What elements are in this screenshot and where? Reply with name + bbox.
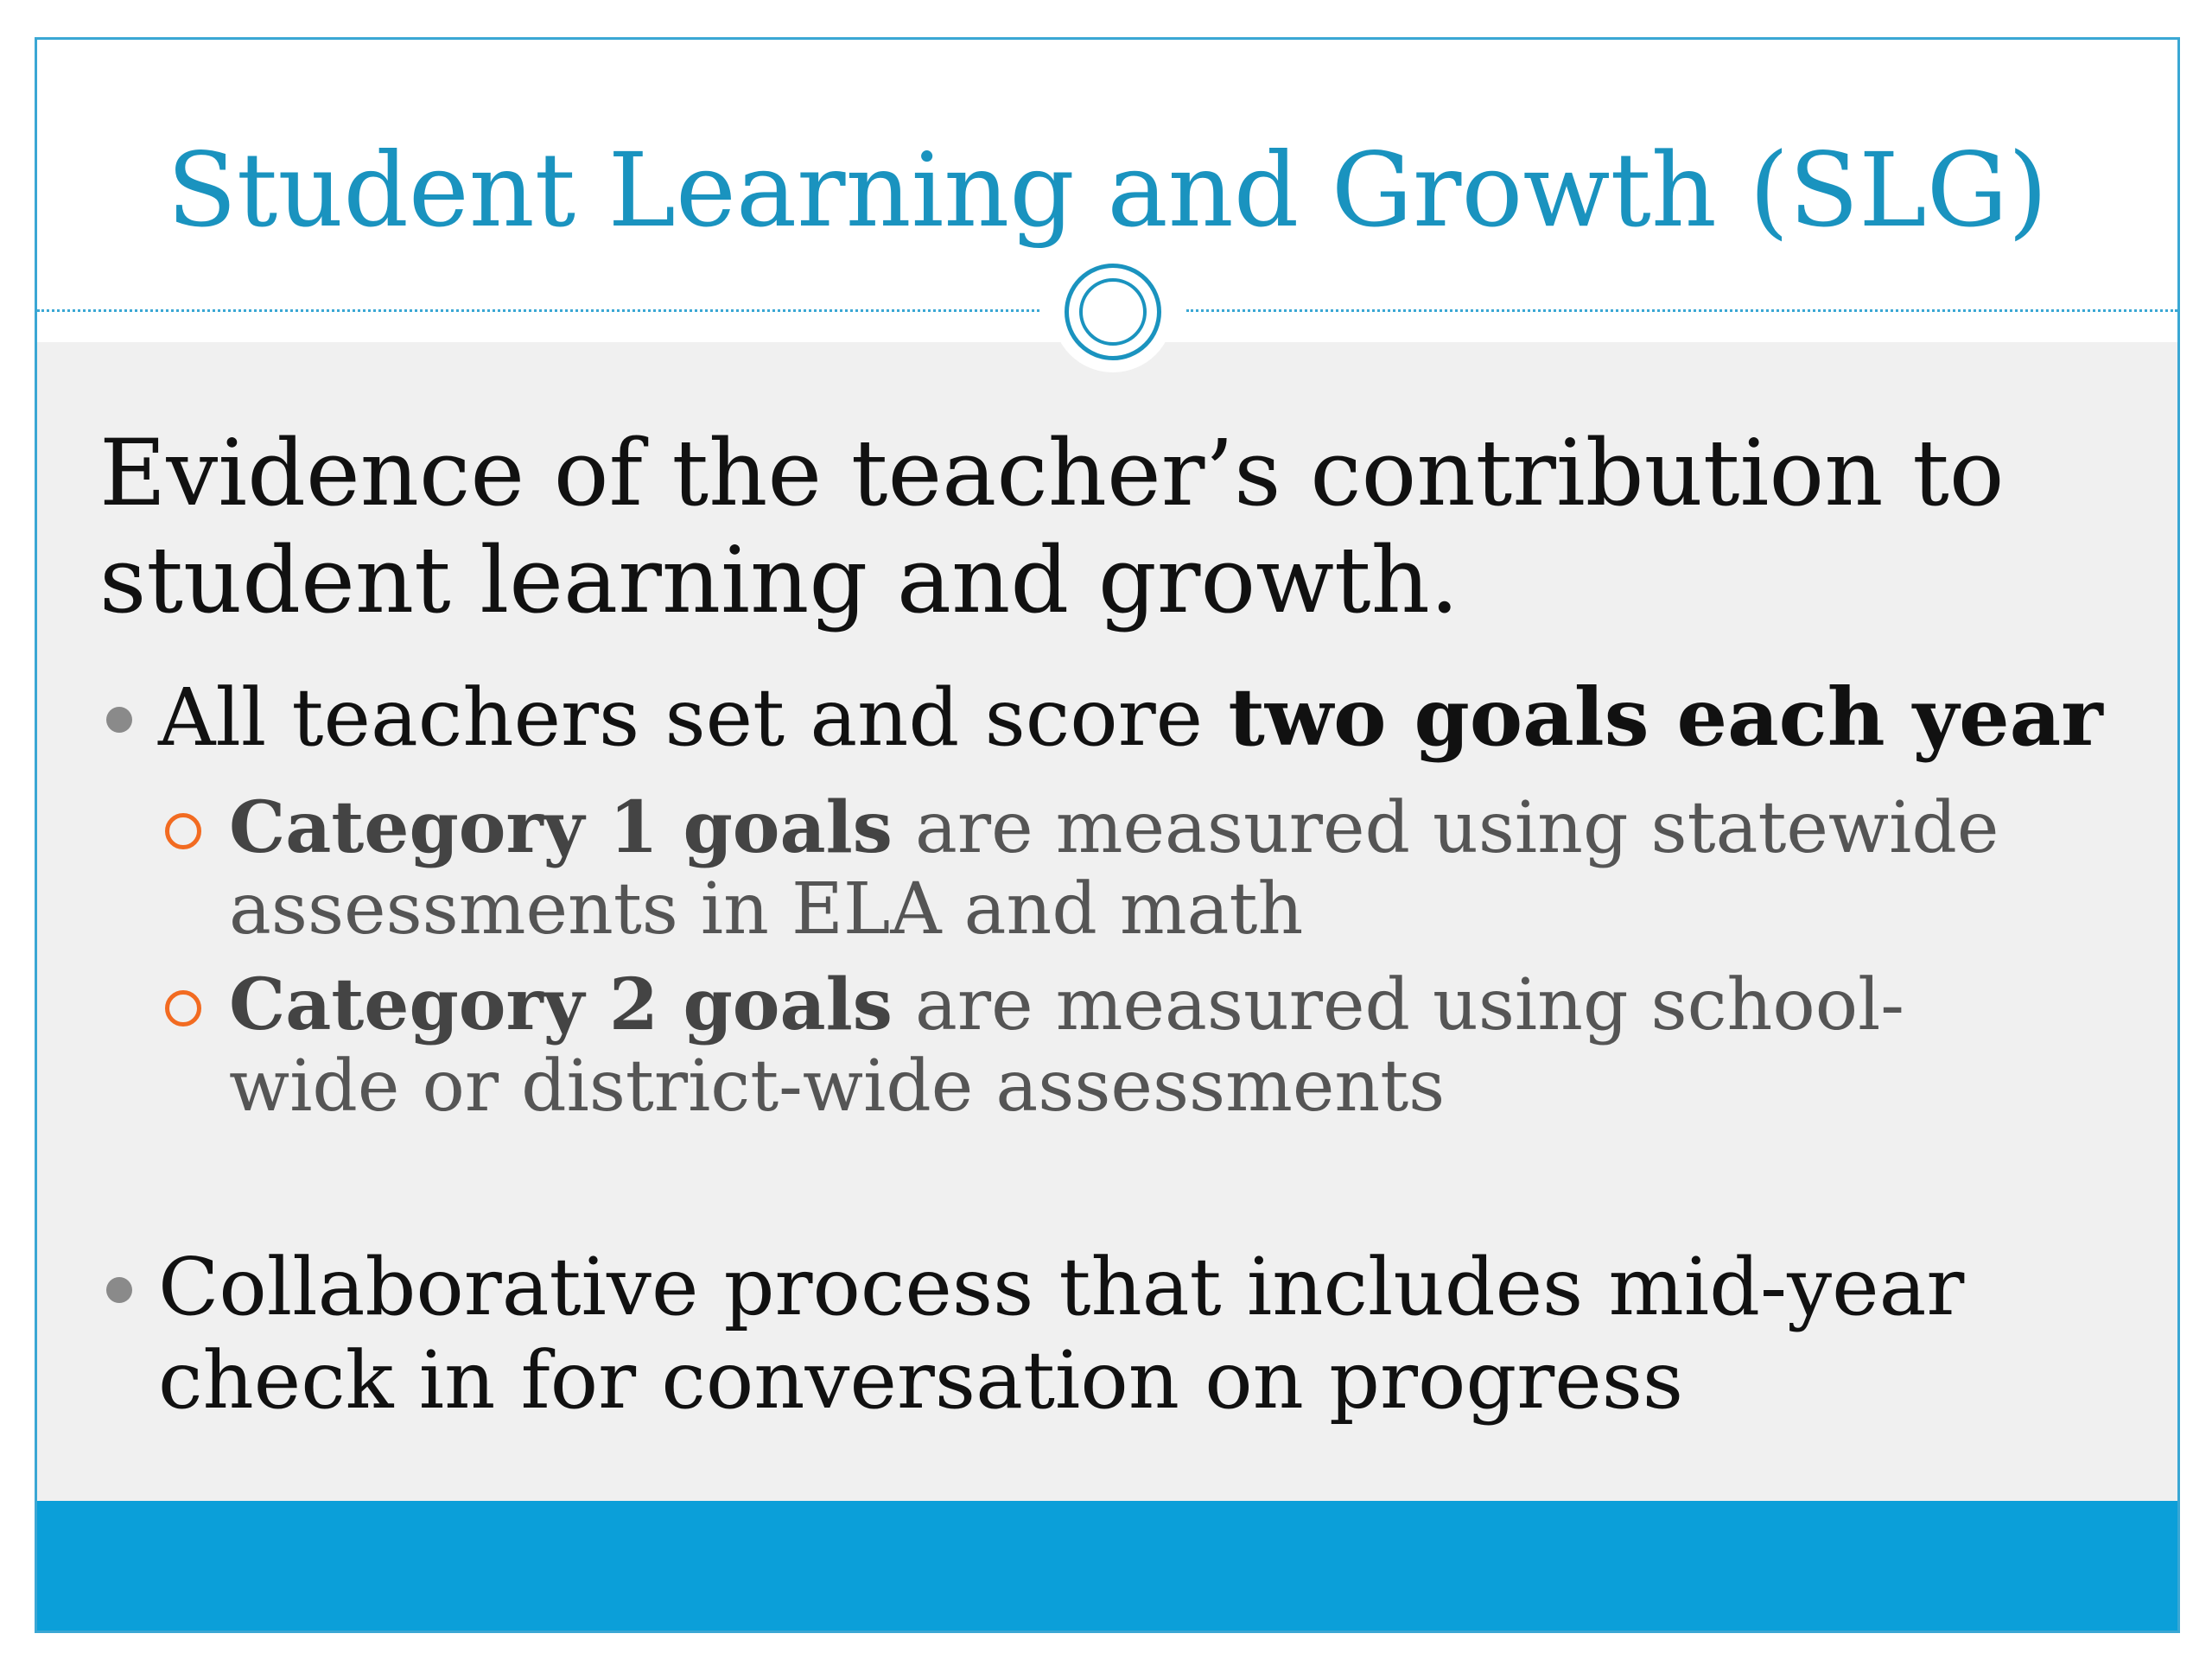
bullet-text: All teachers set and score [158, 671, 1229, 764]
bullet-dot-icon [106, 707, 132, 733]
sub-bullet-text: are measured using school-wide or district-wide assessments [229, 964, 1905, 1128]
hollow-circle-icon [165, 990, 201, 1027]
sub-bullet-bold-text: Category 1 goals [229, 786, 893, 869]
sub-bullet-item [229, 787, 2061, 950]
inner-circle [1079, 278, 1147, 346]
dotted-divider-right [1186, 309, 2177, 312]
lead-text: Evidence of the teacher’s contribution to student learning and growth. [99, 420, 2005, 633]
content-area [37, 342, 2177, 1506]
bullet-bold-text: two goals each year [1228, 671, 2103, 764]
bullet-dot-icon [106, 1277, 132, 1303]
bottom-accent-bar [37, 1501, 2177, 1630]
dotted-divider-left [37, 309, 1039, 312]
bullet-item [158, 671, 2111, 765]
divider-ornament [1052, 251, 1173, 372]
sub-bullet-item [229, 964, 2061, 1128]
hollow-circle-icon [165, 813, 201, 849]
sub-bullet-bold-text: Category 2 goals [229, 963, 893, 1046]
bullet-item [158, 1241, 2111, 1427]
double-circle-icon [1065, 264, 1161, 360]
bullet-text: Collaborative process that includes mid-year check in for conversation on progress [158, 1241, 1965, 1427]
sub-bullet-text: are measured using statewide assessments in ELA and math [229, 787, 1999, 950]
slide [35, 37, 2180, 1633]
slide-title: Student Learning and Growth (SLG) [167, 130, 2048, 250]
